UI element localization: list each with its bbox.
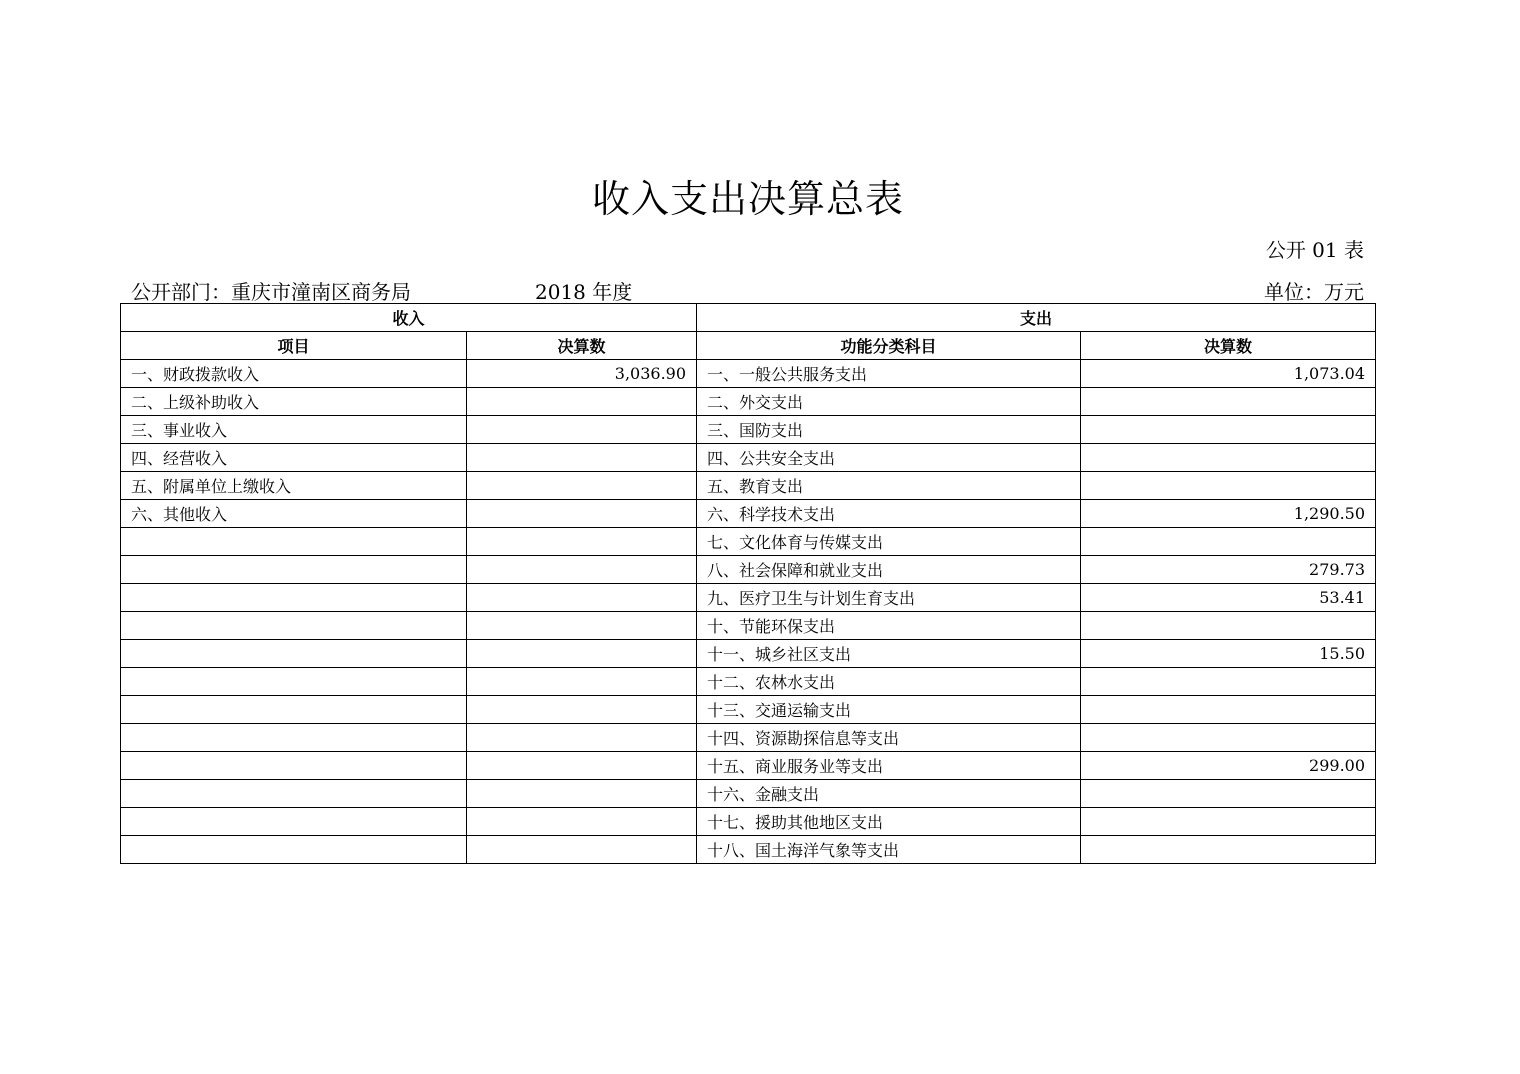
expense-item-cell: 十五、商业服务业等支出 [697, 752, 1081, 780]
expense-amount-cell [1081, 388, 1376, 416]
group-header-row [121, 304, 1376, 332]
expense-item-cell: 七、文化体育与传媒支出 [697, 528, 1081, 556]
income-item-cell: 一、财政拨款收入 [121, 360, 467, 388]
expense-amount-cell [1081, 836, 1376, 864]
table-row [121, 528, 1376, 556]
income-amount-cell [467, 724, 697, 752]
income-item-cell: 四、经营收入 [121, 444, 467, 472]
department-label: 公开部门：重庆市潼南区商务局 [131, 280, 411, 304]
income-amount-cell [467, 808, 697, 836]
table-row [121, 668, 1376, 696]
expense-amount-cell: 53.41 [1081, 584, 1376, 612]
income-group-header: 收入 [121, 304, 697, 332]
income-item-cell [121, 640, 467, 668]
income-item-cell [121, 696, 467, 724]
income-amount-cell [467, 556, 697, 584]
expense-amount-cell [1081, 472, 1376, 500]
income-amount-column-header: 决算数 [467, 332, 697, 360]
category-column-header: 功能分类科目 [697, 332, 1081, 360]
budget-summary-table [120, 303, 1376, 864]
expense-item-cell: 二、外交支出 [697, 388, 1081, 416]
income-amount-cell [467, 780, 697, 808]
table-row [121, 696, 1376, 724]
expense-amount-cell [1081, 780, 1376, 808]
expense-amount-cell [1081, 416, 1376, 444]
expense-item-cell: 十二、农林水支出 [697, 668, 1081, 696]
income-amount-cell [467, 500, 697, 528]
income-item-cell: 二、上级补助收入 [121, 388, 467, 416]
table-row [121, 360, 1376, 388]
expense-item-cell: 六、科学技术支出 [697, 500, 1081, 528]
expense-amount-cell [1081, 696, 1376, 724]
expense-amount-cell [1081, 808, 1376, 836]
expense-group-header: 支出 [697, 304, 1376, 332]
expense-amount-cell [1081, 668, 1376, 696]
expense-item-cell: 十、节能环保支出 [697, 612, 1081, 640]
expense-item-cell: 十六、金融支出 [697, 780, 1081, 808]
expense-item-cell: 一、一般公共服务支出 [697, 360, 1081, 388]
table-row [121, 808, 1376, 836]
income-item-cell [121, 836, 467, 864]
income-item-cell: 六、其他收入 [121, 500, 467, 528]
income-item-cell [121, 780, 467, 808]
table-row [121, 416, 1376, 444]
expense-item-cell: 四、公共安全支出 [697, 444, 1081, 472]
table-row [121, 584, 1376, 612]
income-item-cell [121, 612, 467, 640]
expense-item-cell: 十八、国土海洋气象等支出 [697, 836, 1081, 864]
expense-item-cell: 十三、交通运输支出 [697, 696, 1081, 724]
income-item-cell [121, 556, 467, 584]
table-row [121, 612, 1376, 640]
table-row [121, 444, 1376, 472]
expense-amount-cell: 279.73 [1081, 556, 1376, 584]
expense-item-cell: 五、教育支出 [697, 472, 1081, 500]
expense-amount-cell [1081, 724, 1376, 752]
table-row [121, 836, 1376, 864]
item-column-header: 项目 [121, 332, 467, 360]
expense-amount-cell [1081, 528, 1376, 556]
page-title: 收入支出决算总表 [591, 177, 904, 221]
income-amount-cell [467, 388, 697, 416]
meta-row [131, 276, 1364, 304]
expense-amount-cell: 299.00 [1081, 752, 1376, 780]
income-item-cell [121, 808, 467, 836]
table-row [121, 388, 1376, 416]
income-item-cell: 五、附属单位上缴收入 [121, 472, 467, 500]
table-row [121, 780, 1376, 808]
income-amount-cell [467, 444, 697, 472]
table-row [121, 500, 1376, 528]
income-amount-cell [467, 668, 697, 696]
income-amount-cell [467, 584, 697, 612]
expense-amount-column-header: 决算数 [1081, 332, 1376, 360]
income-amount-cell [467, 752, 697, 780]
expense-item-cell: 三、国防支出 [697, 416, 1081, 444]
expense-amount-cell [1081, 444, 1376, 472]
expense-amount-cell [1081, 612, 1376, 640]
table-row [121, 556, 1376, 584]
income-item-cell [121, 584, 467, 612]
table-row [121, 640, 1376, 668]
expense-item-cell: 十一、城乡社区支出 [697, 640, 1081, 668]
income-amount-cell [467, 472, 697, 500]
table-row [121, 752, 1376, 780]
income-amount-cell [467, 836, 697, 864]
income-amount-cell [467, 612, 697, 640]
unit-label: 单位：万元 [1264, 280, 1364, 304]
expense-amount-cell: 15.50 [1081, 640, 1376, 668]
income-amount-cell [467, 640, 697, 668]
expense-amount-cell: 1,073.04 [1081, 360, 1376, 388]
table-row [121, 472, 1376, 500]
expense-amount-cell: 1,290.50 [1081, 500, 1376, 528]
expense-item-cell: 八、社会保障和就业支出 [697, 556, 1081, 584]
income-amount-cell [467, 528, 697, 556]
income-amount-cell: 3,036.90 [467, 360, 697, 388]
expense-item-cell: 九、医疗卫生与计划生育支出 [697, 584, 1081, 612]
income-item-cell: 三、事业收入 [121, 416, 467, 444]
income-amount-cell [467, 696, 697, 724]
income-amount-cell [467, 416, 697, 444]
income-item-cell [121, 752, 467, 780]
income-item-cell [121, 724, 467, 752]
table-body [121, 360, 1376, 864]
expense-item-cell: 十七、援助其他地区支出 [697, 808, 1081, 836]
table-row [121, 724, 1376, 752]
income-item-cell [121, 528, 467, 556]
income-item-cell [121, 668, 467, 696]
form-number: 公开 01 表 [1265, 238, 1364, 262]
fiscal-year-label: 2018 年度 [535, 280, 633, 304]
column-header-row [121, 332, 1376, 360]
expense-item-cell: 十四、资源勘探信息等支出 [697, 724, 1081, 752]
